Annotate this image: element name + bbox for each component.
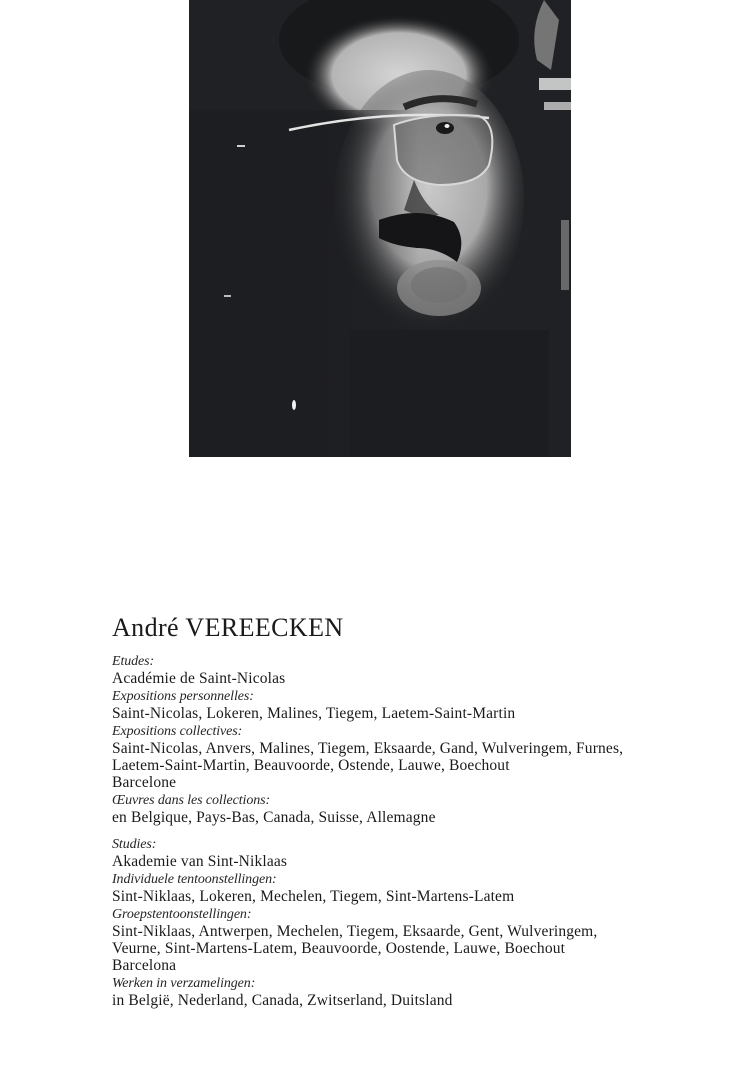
entry-label: Groepstentoonstellingen: — [112, 907, 252, 922]
entry-label: Etudes: — [112, 654, 155, 669]
entry-line: Saint-Nicolas, Lokeren, Malines, Tiegem, Laetem-Saint-Martin — [112, 705, 516, 722]
artist-name: André VEREECKEN — [112, 613, 344, 642]
portrait-photo — [189, 0, 571, 457]
entry-value — [112, 705, 722, 722]
entry-line: Akademie van Sint-Niklaas — [112, 853, 288, 870]
entry-studies-nl — [112, 837, 722, 870]
entry-line: en Belgique, Pays-Bas, Canada, Suisse, Allemagne — [112, 809, 436, 826]
entry-line: in België, Nederland, Canada, Zwitserland, Duitsland — [112, 992, 453, 1009]
entry-line: Barcelona — [112, 957, 177, 974]
entry-line: Saint-Nicolas, Anvers, Malines, Tiegem, Eksaarde, Gand, Wulveringem, Furnes, — [112, 740, 624, 757]
portrait-image — [189, 0, 571, 457]
entry-line: Académie de Saint-Nicolas — [112, 670, 286, 687]
entry-label: Werken in verzamelingen: — [112, 976, 256, 991]
entry-label: Individuele tentoonstellingen: — [112, 872, 277, 887]
entry-value — [112, 670, 722, 687]
entry-line: Barcelone — [112, 774, 177, 791]
bio-section-dutch — [112, 837, 722, 1009]
entry-value — [112, 809, 722, 826]
artist-bio — [112, 612, 722, 1011]
entry-line: Sint-Niklaas, Antwerpen, Mechelen, Tiegem, Eksaarde, Gent, Wulveringem, — [112, 923, 598, 940]
entry-value — [112, 740, 722, 791]
entry-value — [112, 888, 722, 905]
entry-studies-fr — [112, 654, 722, 687]
entry-collections-fr — [112, 793, 722, 826]
entry-solo-exhibitions-nl — [112, 872, 722, 905]
entry-solo-exhibitions-fr — [112, 689, 722, 722]
entry-line: Veurne, Sint-Martens-Latem, Beauvoorde, Oostende, Lauwe, Boechout — [112, 940, 566, 957]
entry-label: Studies: — [112, 837, 157, 852]
bio-section-french — [112, 654, 722, 826]
entry-line: Laetem-Saint-Martin, Beauvoorde, Ostende, Lauwe, Boechout — [112, 757, 510, 774]
entry-value — [112, 923, 722, 974]
entry-label: Expositions collectives: — [112, 724, 243, 739]
entry-line: Sint-Niklaas, Lokeren, Mechelen, Tiegem, Sint-Martens-Latem — [112, 888, 515, 905]
entry-group-exhibitions-nl — [112, 907, 722, 974]
entry-collections-nl — [112, 976, 722, 1009]
entry-label: Œuvres dans les collections: — [112, 793, 271, 808]
entry-value — [112, 853, 722, 870]
entry-group-exhibitions-fr — [112, 724, 722, 791]
entry-label: Expositions personnelles: — [112, 689, 254, 704]
entry-value — [112, 992, 722, 1009]
